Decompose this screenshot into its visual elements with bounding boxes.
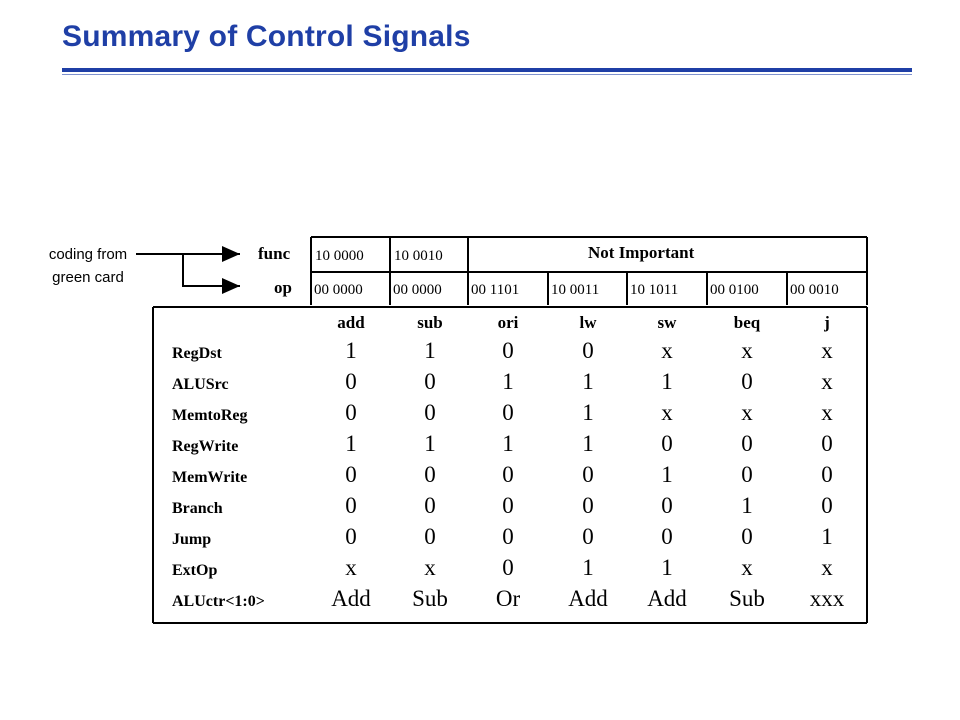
signal-value: 1 — [424, 431, 436, 456]
signal-value: 0 — [741, 431, 753, 456]
signal-value: 0 — [345, 524, 357, 549]
signal-value: 0 — [741, 462, 753, 487]
signal-value: 1 — [345, 431, 357, 456]
signal-value: 1 — [741, 493, 753, 518]
signal-name: RegWrite — [172, 438, 239, 455]
instruction-header-0: add — [337, 313, 365, 332]
signal-value: x — [741, 338, 753, 363]
signal-value: Sub — [412, 586, 448, 611]
instruction-header-1: sub — [417, 313, 443, 332]
signal-value: x — [821, 555, 833, 580]
op-label: op — [274, 278, 292, 297]
signal-value: 1 — [424, 338, 436, 363]
signal-value: 1 — [661, 555, 673, 580]
signal-value: x — [741, 555, 753, 580]
signal-value: xxx — [809, 586, 845, 611]
signal-value: 1 — [661, 369, 673, 394]
signal-value: 0 — [502, 462, 514, 487]
signal-name: ALUSrc — [172, 376, 229, 393]
signal-value: 1 — [502, 369, 514, 394]
op-code: 10 1011 — [630, 282, 679, 298]
signal-value: 0 — [821, 493, 833, 518]
instruction-header-3: lw — [579, 313, 597, 332]
signal-value: 0 — [424, 493, 436, 518]
signal-value: x — [821, 400, 833, 425]
signal-name: ExtOp — [172, 562, 218, 579]
func-label: func — [258, 244, 291, 263]
signal-value: 0 — [502, 338, 514, 363]
op-code: 00 0000 — [393, 282, 442, 298]
signal-value: 0 — [741, 369, 753, 394]
instruction-header-2: ori — [497, 313, 519, 332]
signal-value: 1 — [821, 524, 833, 549]
signal-value: 1 — [502, 431, 514, 456]
func-code: 10 0010 — [394, 248, 443, 264]
op-code: 10 0011 — [551, 282, 600, 298]
signal-value: 0 — [424, 400, 436, 425]
signal-value: 1 — [582, 369, 594, 394]
signal-value: Add — [568, 586, 608, 611]
signal-name: MemWrite — [172, 469, 248, 486]
signal-value: 1 — [582, 400, 594, 425]
signal-value: 0 — [345, 400, 357, 425]
signal-value: Add — [647, 586, 687, 611]
signal-value: 0 — [502, 493, 514, 518]
signal-value: 0 — [661, 493, 673, 518]
op-code: 00 0000 — [314, 282, 363, 298]
signal-value: 0 — [424, 462, 436, 487]
func-code: 10 0000 — [315, 248, 364, 264]
signal-value: Sub — [729, 586, 765, 611]
slide-title: Summary of Control Signals — [62, 20, 471, 53]
signal-value: 0 — [345, 462, 357, 487]
signal-value: 1 — [582, 431, 594, 456]
signal-value: 0 — [424, 369, 436, 394]
signal-name: Branch — [172, 500, 223, 517]
signal-name: Jump — [172, 531, 212, 548]
coding-note-line-1: coding from — [48, 246, 128, 263]
signal-value: 0 — [741, 524, 753, 549]
instruction-header-5: beq — [733, 313, 761, 332]
signal-value: 1 — [661, 462, 673, 487]
op-code: 00 0100 — [710, 282, 759, 298]
signal-value: x — [345, 555, 357, 580]
signal-value: x — [741, 400, 753, 425]
signal-value: 0 — [424, 524, 436, 549]
instruction-header-4: sw — [657, 313, 677, 332]
signal-value: x — [424, 555, 436, 580]
signal-value: 0 — [582, 493, 594, 518]
signal-value: 0 — [502, 400, 514, 425]
not-important-label: Not Important — [588, 243, 695, 262]
signal-value: x — [821, 369, 833, 394]
signal-value: 1 — [345, 338, 357, 363]
op-code: 00 0010 — [790, 282, 839, 298]
signal-value: 0 — [345, 493, 357, 518]
signal-value: 0 — [582, 338, 594, 363]
signal-value: 1 — [582, 555, 594, 580]
signal-value: 0 — [821, 462, 833, 487]
signal-value: 0 — [661, 524, 673, 549]
signal-value: 0 — [582, 524, 594, 549]
signal-value: 0 — [582, 462, 594, 487]
signal-value: Add — [331, 586, 371, 611]
signal-value: x — [661, 400, 673, 425]
signal-value: 0 — [502, 524, 514, 549]
instruction-header-6: j — [824, 313, 830, 332]
signal-value: 0 — [821, 431, 833, 456]
coding-note-line-2: green card — [52, 269, 124, 286]
signal-name: MemtoReg — [172, 407, 248, 424]
signal-value: x — [661, 338, 673, 363]
signal-value: 0 — [502, 555, 514, 580]
signal-value: 0 — [661, 431, 673, 456]
signal-name: RegDst — [172, 345, 222, 362]
signal-value: x — [821, 338, 833, 363]
signal-value: Or — [495, 586, 521, 611]
signal-name: ALUctr<1:0> — [172, 593, 265, 610]
signal-value: 0 — [345, 369, 357, 394]
op-code: 00 1101 — [471, 282, 520, 298]
